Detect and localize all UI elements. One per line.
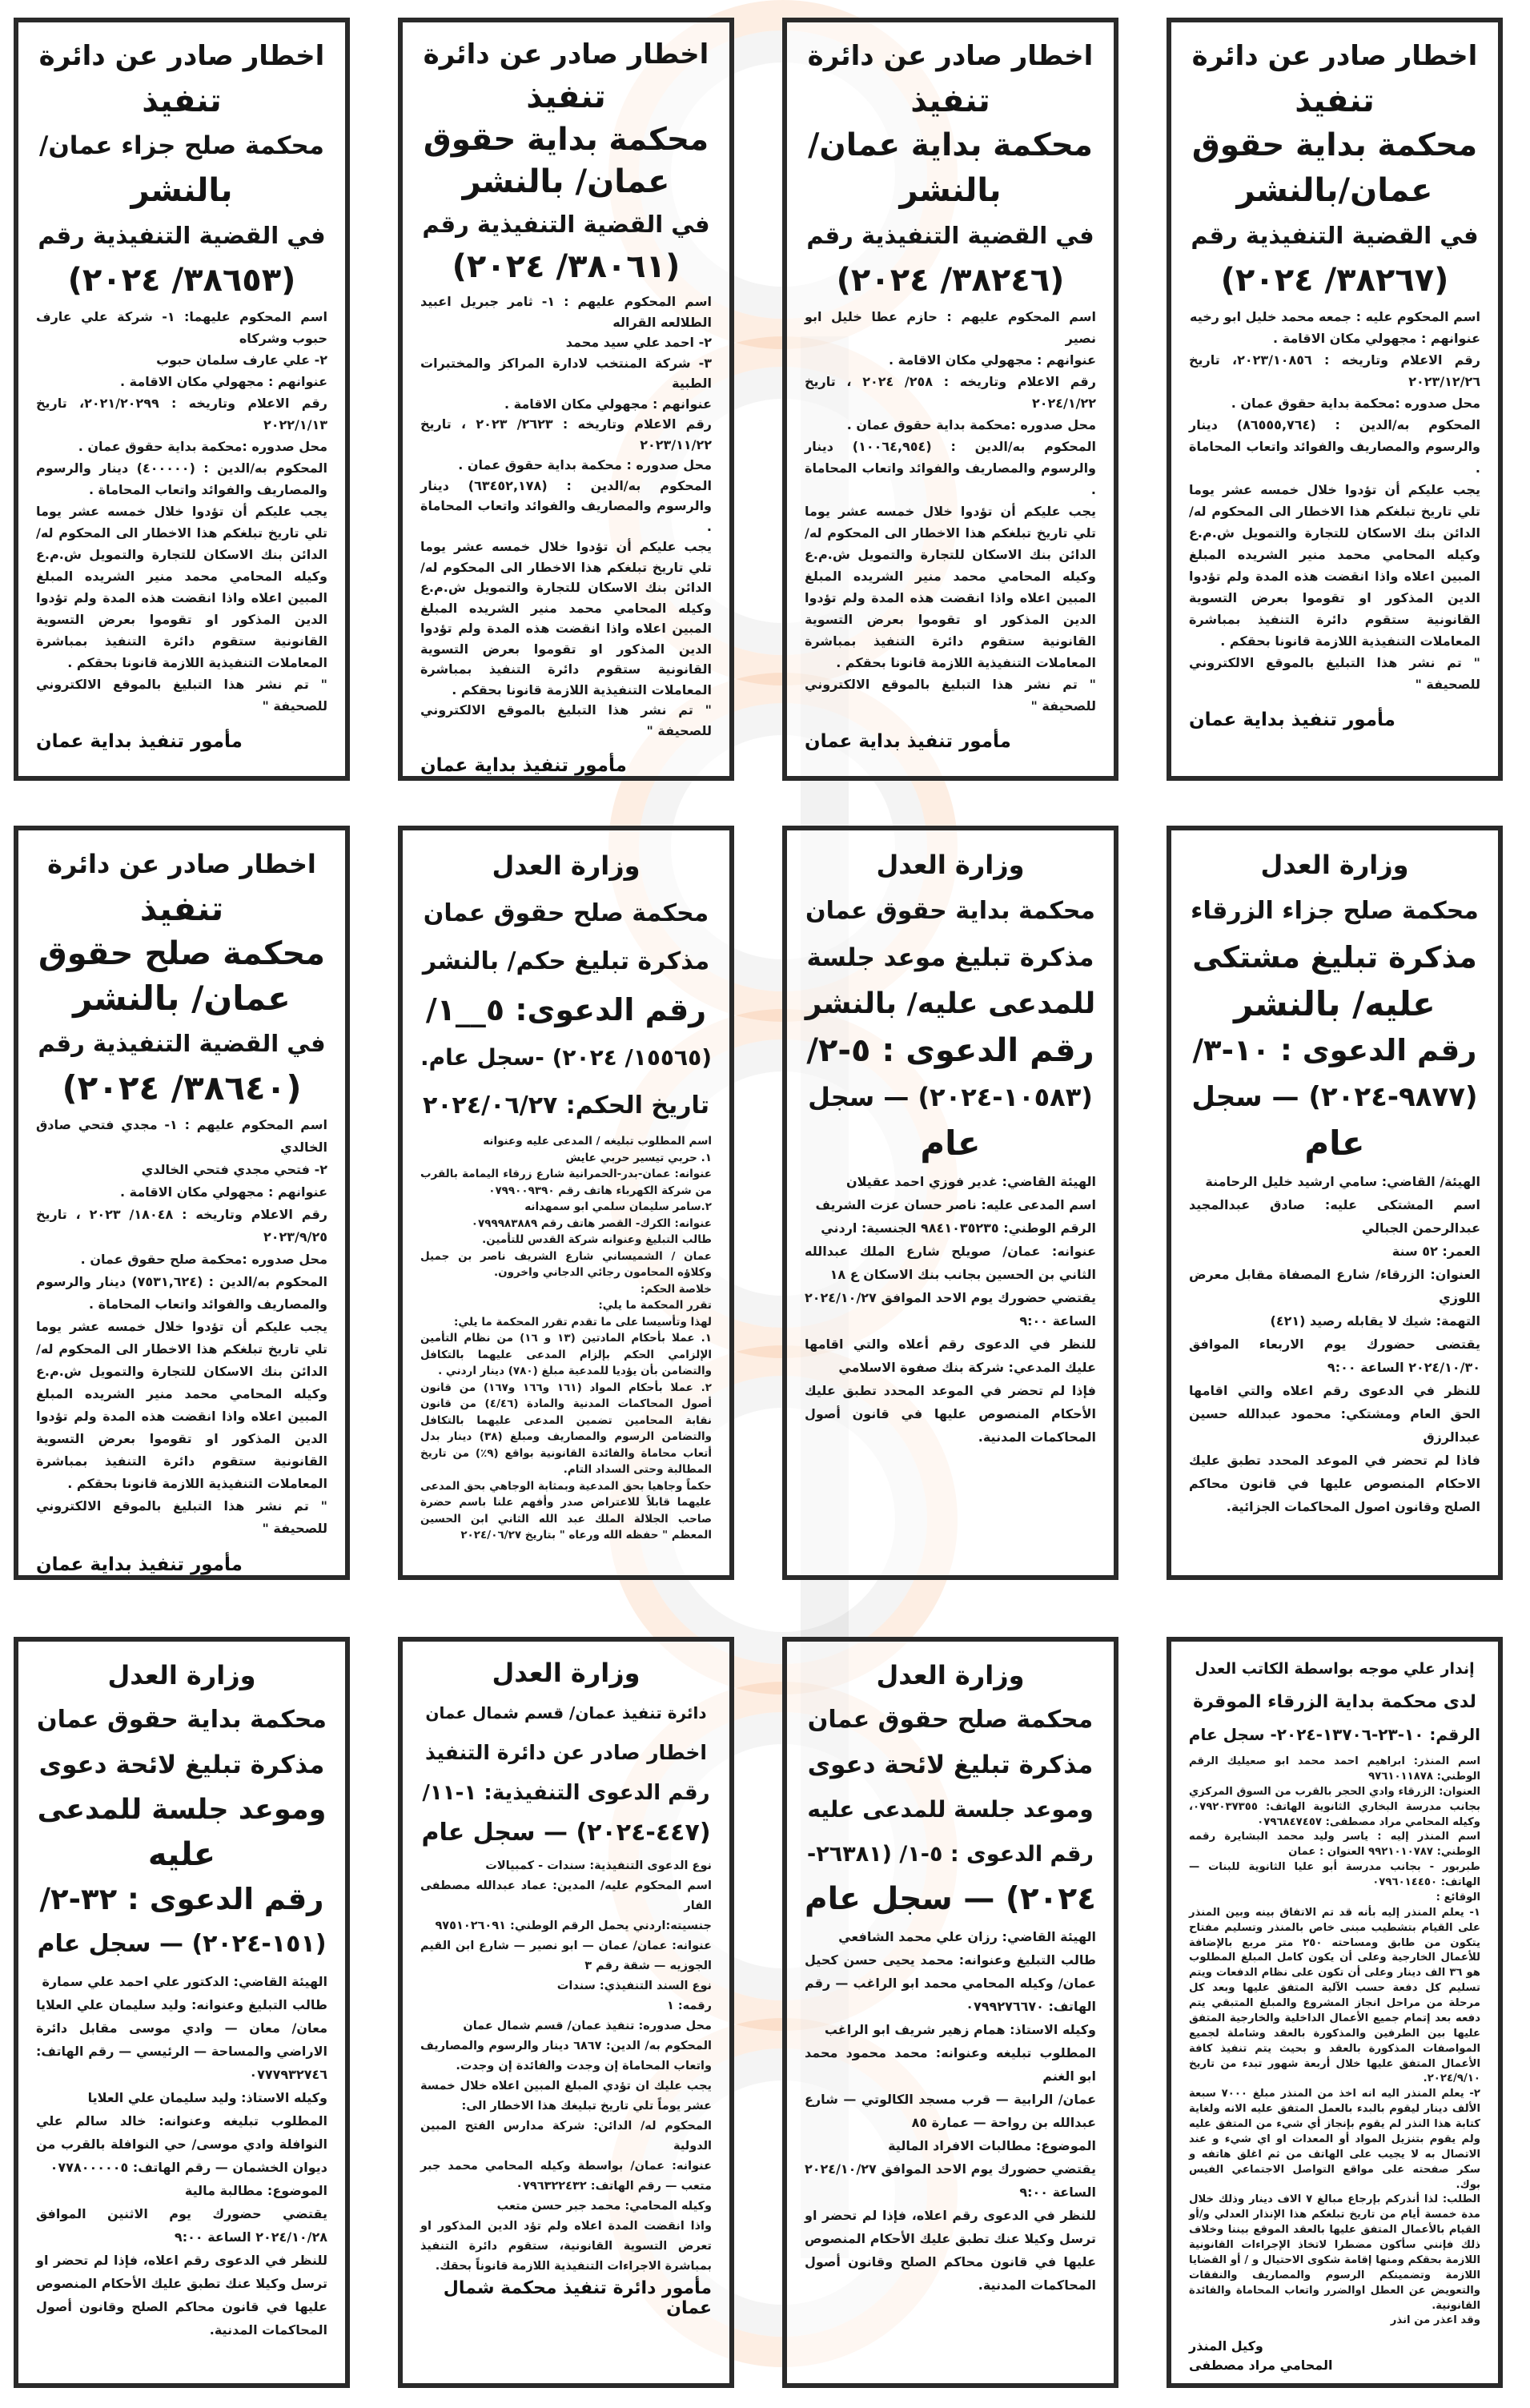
notice-paragraph: وكيله المحامي: محمد جبر حسن متعب xyxy=(496,2200,712,2213)
notice-paragraph: " تم نشر هذا التبليغ بالموقع الالكتروني للصحيفة " xyxy=(805,677,1096,714)
notice-heading xyxy=(1189,1653,1480,1751)
notice-heading-line: محكمة صلح حقوق عمان xyxy=(807,1706,1094,1734)
notice-heading-line: (٤٤٧-٢٠٢٤) — سجل عام xyxy=(421,1819,711,1847)
notice-paragraph: الهيئة/ القاضي: سامي ارشيد خليل الرحامنة xyxy=(1205,1174,1480,1189)
notice-heading-line: عام xyxy=(920,1124,981,1163)
notice-heading-line: رقم الدعوى التنفيذية: ١-١١/ xyxy=(422,1781,710,1805)
notice-paragraph: محل صدوره :محكمة صلح حقوق عمان . xyxy=(80,1252,327,1267)
notice-paragraph: نوع السند التنفيذي: سندات xyxy=(556,1980,712,1992)
notice-paragraph: عنوانه: عمان/ عمان — ابو نصير — شارع ابن القيم الجوزيه — شقة رقم ٣ xyxy=(420,1940,712,1972)
notice-paragraph: عنوانه: عمان/ صويلح شارع الملك عبدالله الثاني بن الحسين بجانب بنك الاسكان ع ١٨ xyxy=(805,1244,1096,1282)
notice-paragraph: العنوان: الزرقاء وادي الحجر بالقرب من السوق المركزي بجانب مدرسة البخاري الثانوية الهاتف: ٠٧٩٢٠٣٧٣٥٥، وكيله المحامي مراد مصطفى: ٠٧٩٦٨٤٧٤٥٧ xyxy=(1189,1785,1480,1828)
notice-paragraph: يقتضي حضورك يوم الاحد الموافق ٢٠٢٤/١٠/٢٧ الساعة ٩:٠٠ xyxy=(805,2161,1096,2200)
notice-paragraph: اسم المنذر إليه : ياسر وليد محمد البشايرة رقمه الوطني: ٩٩٢١٠١٠٧٨٧ العنوان : عمان xyxy=(1189,1831,1480,1859)
notice-paragraph: المحكوم به/الدين : (٦٣٤٥٢,١٧٨) دينار والرسوم والمصاريف والفوائد واتعاب المحاماة . xyxy=(420,477,712,534)
notice-paragraph: ٢- يعلم المنذر اليه انه اخذ من المنذر مبلغ ٧٠٠٠ سبعة الألف دينار ليقوم بالبدء بالعمل المتفق عليه الانه ولغاية كتابة هذا النذر لم يقوم بإنجاز أي شيء من المتفق عليه ولم يقوم بتنزيل المواد أو المعدات او اي شيء و عند الاتصال به لا يجيب على الهاتف من ثم اغلق هاتفه و سكر صفحته على مواقع التواصل الاجتماعي الفيس بوك. xyxy=(1189,2088,1480,2191)
notice-paragraph: المحكوم له/ الدائن: شركة مدارس الفتح المبين الدولية xyxy=(420,2120,712,2153)
notice-heading-line: تنفيذ xyxy=(142,82,222,119)
notice-heading-line: عمان/بالنشر xyxy=(1236,172,1433,209)
notice-paragraph: الهيئة القاضي: الدكتور علي احمد علي سمارة xyxy=(42,1974,327,1989)
notice-heading-line: اخطار صادر عن دائرة xyxy=(1191,40,1478,72)
notice-heading-line: اخطار صادر عن دائرة xyxy=(807,40,1094,72)
notice-signature: مأمور تنفيذ بداية عمان xyxy=(36,731,243,752)
notice-heading-line: وزارة العدل xyxy=(492,850,641,881)
notice-heading-line: محكمة بداية حقوق xyxy=(1191,127,1478,163)
notice-paragraph: ٣- شركة المنتخب لادارة المراكز والمختبرات الطبية xyxy=(420,355,712,391)
notice-paragraph: " تم نشر هذا التبليغ بالموقع الالكتروني للصحيفة " xyxy=(36,677,327,714)
notice-paragraph: اسم المحكوم عليه/ المدين: عماد عبدالله مصطفى الفار xyxy=(420,1879,712,1912)
notice-body xyxy=(36,1114,327,1540)
notice-heading-line: محكمة صلح حقوق عمان xyxy=(423,899,709,927)
notice-paragraph: يجب عليكم أن تؤدوا خلال خمسه عشر يوما تلي تاريخ تبلغكم هذا الاخطار الى المحكوم له/ الدائن بنك الاسكان للتجارة والتمويل ش.م.ع وكيله المحامي محمد منير الشريده المبلغ المبين اعلاه واذا انقضت هذه المدة ولم تؤدوا الدين المذكور او تقوموا بعرض التسوية القانونية ستقوم دائرة التنفيذ بمباشرة المعاملات التنفيذية اللازمة قانونا بحقكم . xyxy=(1189,482,1480,649)
notice-paragraph: الهيئة القاضي: غدير فوزي احمد عقيلان xyxy=(845,1174,1096,1189)
notice-heading-line: للمدعى عليه/ بالنشر xyxy=(805,987,1096,1020)
notice-body xyxy=(805,306,1096,717)
notice-heading-line: تنفيذ xyxy=(910,82,990,119)
notice-heading-line: رقم الدعوى : ٥-١/ (٢٦٣٨١- xyxy=(807,1842,1094,1867)
notice-paragraph: محل صدوره :محكمة بداية حقوق عمان . xyxy=(78,439,327,454)
legal-notice xyxy=(14,18,350,781)
notice-paragraph: اسم المحكوم عليهم : حازم عطا خليل ابو نصير xyxy=(805,309,1096,346)
notice-paragraph: الوقائع : xyxy=(1436,1891,1480,1903)
notice-paragraph: الهيئة القاضي: رزان علي محمد الشافعي xyxy=(838,1929,1096,1944)
notice-paragraph: فاذا لم تحضر في الموعد المحدد تطبق عليك الاحكام المنصوص عليها في قانون محاكم الصلح وقانون اصول المحاكمات الجزائية. xyxy=(1189,1453,1480,1514)
legal-notice xyxy=(782,1637,1118,2388)
notice-body xyxy=(1189,306,1480,695)
legal-notice xyxy=(1167,18,1503,781)
notice-heading-line: اخطار صادر عن دائرة xyxy=(47,849,316,879)
notice-heading-line: وزارة العدل xyxy=(492,1658,641,1688)
notice-body xyxy=(805,1170,1096,1449)
notice-paragraph: اسم المحكوم عليهما: ١- شركة علي عارف حبوب وشركاه xyxy=(36,309,327,346)
notice-signature: مأمور تنفيذ بداية عمان xyxy=(36,1554,243,1575)
notice-paragraph: عنوانهم : مجهولي مكان الاقامة . xyxy=(119,374,327,389)
notice-paragraph: وقد اعذر من انذر xyxy=(1390,2314,1480,2327)
notice-heading xyxy=(420,842,712,1130)
notice-paragraph: طبربور - بجانب مدرسة أبو عليا الثانوية للبنات — الهاتف: ٠٧٩٦٠١٤٤٥٠ xyxy=(1189,1861,1480,1888)
notice-paragraph: محل صدوره :محكمة بداية حقوق عمان . xyxy=(1231,396,1480,411)
notice-heading-line: في القضية التنفيذية رقم xyxy=(806,222,1094,249)
notice-heading-line: محكمة صلح حقوق xyxy=(38,935,326,972)
notice-paragraph: جنسيته:اردني يحمل الرقم الوطني: ٩٧٥١٠٢٦٠٩١ xyxy=(435,1920,712,1932)
notice-paragraph: واذا انقضت المدة اعلاه ولم تؤد الدين المذكور او تعرض التسوية القانونية، ستقوم دائرة التنفيذ بمباشرة الاجراءات التنفيذية اللازمة قانوناً بحقك. xyxy=(420,2220,712,2273)
notice-paragraph: عنوانه: الكرك- القصر هاتف رقم ٠٧٩٩٩٨٣٨٨٩ xyxy=(471,1216,712,1230)
notice-paragraph: خلاصة الحكم: xyxy=(640,1282,712,1296)
notice-paragraph: فإذا لم تحضر في الموعد المحدد تطبق عليك الأحكام المنصوص عليها في قانون أصول المحاكمات المدنية. xyxy=(805,1383,1096,1445)
notice-paragraph: طالب التبليغ وعنوانه: محمد يحيى حسن كحيل عمان/ وكيله المحامي محمد ابو الراغب — رقم الهاتف: ٠٧٩٩٢٧٦٦٧٠ xyxy=(805,1952,1096,2014)
notice-paragraph: يجب عليك ان تؤدي المبلغ المبين اعلاه خلال خمسة عشر يوماً تلي تاريخ تبليغك هذا الاخطار الى: xyxy=(420,2080,712,2113)
notice-paragraph: ١. عملا بأحكام المادتين (١٣ و ١٦) من نظام التأمين الإلزامي الحكم بإلزام المدعى عليهما بالتكافل والتضامن بأن يؤديا للمدعية مبلغ (٧٨٠) دينار اردني . xyxy=(420,1332,712,1377)
notice-body xyxy=(420,1856,712,2277)
notice-heading xyxy=(420,1653,712,1853)
notice-paragraph: ١. حربي تيسير حربي عايش xyxy=(565,1151,712,1164)
legal-notice xyxy=(398,1637,734,2388)
notice-heading-line: بالنشر xyxy=(899,172,1002,209)
notice-heading-line: مذكرة تبليغ موعد جلسة xyxy=(806,943,1094,972)
notice-heading-line: تنفيذ xyxy=(139,889,224,928)
legal-notice xyxy=(398,18,734,781)
notice-paragraph: المطلوب تبليغه وعنوانه: خالد سالم علي النوافلة وادي موسى/ حي النوافلة بالقرب من ديوان الخشمان — رقم الهاتف: ٠٧٧٨٠٠٠٠٠٥ xyxy=(36,2113,327,2175)
notice-paragraph: محل صدوره : محكمة بداية حقوق عمان . xyxy=(458,457,712,472)
notice-heading-line: وزارة العدل xyxy=(876,1660,1025,1690)
notice-paragraph: ٢- احمد علي سيد محمد xyxy=(565,335,712,350)
notice-paragraph: لهذا وتأسيسا على ما تقدم تقرر المحكمة ما يلي: xyxy=(453,1315,712,1329)
legal-notice xyxy=(14,826,350,1580)
notice-paragraph: ٢- علي عارف سلمان حبوب xyxy=(156,352,327,368)
notice-paragraph: العنوان: الزرقاء/ شارع المصفاة مقابل معرض اللوزي xyxy=(1189,1267,1480,1305)
notice-paragraph: الطلب: لذا أنذركم بإرجاع مبالغ ٧ الاف دينار وذلك خلال مدة خمسة أيام من تاريخ تبلغكم هذا الإنذار العدلي و/أو القيام بالأعمال المتفق عليها بالعقد الموقع بيننا وخلاف ذلك فإنني سأكون مضطرا لاتخاذ الإجراءات القانونية اللازمة بحقكم ومنها إقامة شكوى الاحتيال و / أو القضايا اللازمة وتضمينكم الرسوم والمصاريف والنفقات والتعويض عن العطل اوالضرر واتعاب المحاماة والفائدة القانونية. xyxy=(1189,2193,1480,2312)
notice-heading-line: (١٥١-٢٠٢٤) — سجل عام xyxy=(37,1930,327,1958)
notice-heading-line: وزارة العدل xyxy=(876,850,1025,880)
notice-heading-line: وزارة العدل xyxy=(1260,850,1409,880)
notice-heading-line: ٢٠٢٤) — سجل عام xyxy=(805,1881,1096,1917)
notice-paragraph: رقم الاعلام وتاريخه : ١٨٠٤٨/ ٢٠٢٣ ، تاريخ ٢٠٢٣/٩/٢٥ xyxy=(36,1207,328,1244)
notice-paragraph: رقم الاعلام وتاريخه : ٢٠٢١/٢٠٢٩٩، تاريخ ٢٠٢٢/١/١٣ xyxy=(36,396,327,432)
notice-paragraph: وكيله الاستاذ: همام زهير شريف ابو الراغب xyxy=(824,2022,1096,2037)
notice-paragraph: المطلوب تبليغه وعنوانه: محمد محمود محمد ابو الغنم xyxy=(805,2045,1096,2084)
notice-heading-line: تاريخ الحكم: ٢٠٢٤/٠٦/٢٧ xyxy=(422,1091,710,1120)
notice-paragraph: ٢. عملا بأحكام المواد (١٦١ و١٦٦ و١٦٧) من قانون أصول المحاكمات المدنية والمادة (٤/٤٦) من قانون نقابة المحامين تضمين المدعى عليهما بالتكافل والتضامن الرسوم والمصاريف ومبلغ (٣٨) دينار بدل أتعاب محاماة والفائدة القانونية بواقع (٩٪) من تاريخ المطالبة وحتى السداد التام. xyxy=(420,1381,712,1476)
notice-heading-line: عمان/ بالنشر xyxy=(73,979,291,1018)
notice-paragraph: يجب عليكم أن تؤدوا خلال خمسه عشر يوما تلي تاريخ تبلغكم هذا الاخطار الى المحكوم له/ الدائن بنك الاسكان للتجارة والتمويل ش.م.ع وكيله المحامي محمد منير الشريده المبلغ المبين اعلاه واذا انقضت هذه المدة ولم تؤدوا الدين المذكور او تقوموا بعرض التسوية القانونية ستقوم دائرة التنفيذ بمباشرة المعاملات التنفيذية اللازمة قانونا بحقكم . xyxy=(420,539,712,697)
notice-heading-line: مذكرة تبليغ مشتكى xyxy=(1192,940,1477,975)
notice-heading-line: بالنشر xyxy=(131,172,233,209)
notice-heading-line: في القضية التنفيذية رقم xyxy=(1191,222,1479,249)
notice-paragraph: عنوانهم : مجهولي مكان الاقامة . xyxy=(888,352,1096,368)
notice-heading-line: وموعد جلسة للمدعى عليه xyxy=(807,1796,1094,1823)
notice-heading xyxy=(805,34,1096,303)
notice-heading xyxy=(805,842,1096,1167)
legal-notice xyxy=(1167,1637,1503,2388)
notice-heading-line: رقم الدعوى: ٥__١/ xyxy=(425,992,707,1027)
notice-heading-line: تنفيذ xyxy=(1295,82,1375,119)
notice-paragraph: المحكوم به/الدين : (٨٦٥٥٥,٧٦٤) دينار والرسوم والمصاريف والفوائد واتعاب المحاماة . xyxy=(1189,417,1480,476)
notice-heading-line: مذكرة تبليغ حكم/ بالنشر xyxy=(422,947,710,975)
notice-heading-line: عام xyxy=(1304,1124,1365,1163)
notice-heading-line: (٩٨٧٧-٢٠٢٤) — سجل xyxy=(1191,1081,1478,1113)
notice-heading xyxy=(36,34,327,303)
notice-heading-line: وزارة العدل xyxy=(107,1660,256,1690)
notice-heading-line: اخطار صادر عن دائرة xyxy=(423,38,709,70)
notice-heading-line: محكمة بداية حقوق xyxy=(423,122,709,158)
notice-heading-line: (٣٨٦٥٣/ ٢٠٢٤) xyxy=(67,262,296,299)
notice-paragraph: محل صدوره: تنفيذ عمان/ قسم شمال عمان xyxy=(463,2020,712,2032)
notice-paragraph: رقم الاعلام وتاريخه : ٢٦٢٣/ ٢٠٢٣ ، تاريخ ٢٠٢٣/١١/٢٢ xyxy=(420,416,713,452)
notice-paragraph: للنظر في الدعوى رقم اعلاه، فإذا لم تحضر او ترسل وكيلا عنك تطبق عليك الأحكام المنصوص عليها في قانون محاكم الصلح وقانون أصول المحاكمات المدنية. xyxy=(36,2253,327,2338)
notice-paragraph: اسم المنذر: ابراهيم احمد محمد ابو صعيليك الرقم الوطني: ٩٧٦١٠١١٨٧٨ xyxy=(1189,1755,1480,1783)
notice-paragraph: للنظر في الدعوى رقم اعلاه، فإذا لم تحضر او ترسل وكيلا عنك تطبق عليك الأحكام المنصوص عليها في قانون محاكم الصلح وقانون أصول المحاكمات المدنية. xyxy=(805,2208,1096,2293)
notice-paragraph: ١- يعلم المنذر إليه بأنه قد تم الاتفاق بينه وبين المنذر على القيام بتشطيب مبنى خاص بالمنذر وتسليم مفتاح يتكون من طابق ومساحته ٢٥٠ متر مربع بالإضافة للأعمال الخارجية وعلى أن يكون كامل المبلغ المطلوب هو ٣٦ الف دينار وعلى أن تكون على نظام الدفعات ويتم تسليم كل دفعة حسب الآلية المتفق عليها وبعد كل مرحلة من مراحل انجاز المشروع والمبلغ المتبقي يتم دفعه بعد إتمام جميع الأعمال الداخلية والخارجية المتفق عليها بين الطرفين والمذكورة بالعقد وشاملة لجميع المواصفات المذكورة بالعقد و بحيث يتم تنفيذ كافة الأعمال المتفق عليها خلال أربعة شهور تبدء من تاريخ ٢٠٢٤/٩/١٠. xyxy=(1189,1906,1480,2085)
notice-signature: مأمور تنفيذ بداية عمان xyxy=(420,755,627,776)
notice-heading-line: رقم الدعوى : ١٠-٣/ xyxy=(1192,1033,1477,1067)
notice-paragraph: المحكوم به/الدين : (٧٥٣١,٦٢٤) دينار والرسوم والمصاريف والفوائد واتعاب المحاماة . xyxy=(36,1274,327,1312)
notice-heading-line: مذكرة تبليغ لائحة دعوى xyxy=(807,1751,1094,1779)
notice-body xyxy=(420,291,712,741)
notice-heading-line: في القضية التنفيذية رقم xyxy=(38,1030,326,1057)
notice-paragraph: اسم المحكوم عليه : جمعه محمد خليل ابو رخيه xyxy=(1189,309,1480,324)
notice-heading-line: رقم الدعوى : ٥-٢/ xyxy=(806,1032,1094,1069)
notice-heading-line: (٣٨٠٦١/ ٢٠٢٤) xyxy=(452,248,681,285)
notice-paragraph: رقم الاعلام وتاريخه : ٢٠٢٣/١٠٨٥٦، تاريخ ٢٠٢٣/١٢/٢٦ xyxy=(1189,352,1480,389)
notice-paragraph: طالب التبليغ وعنوانه: وليد سليمان علي العلايا معان/ معان — وادي موسى مقابل دائرة الاراضي والمساحة — الرئيسي — رقم الهاتف: ٠٧٧٧٩٣٢٧٤٦ xyxy=(36,1997,327,2082)
legal-notice xyxy=(14,1637,350,2388)
notice-paragraph: يجب عليكم أن تؤدوا خلال خمسه عشر يوما تلي تاريخ تبلغكم هذا الاخطار الى المحكوم له/ الدائن بنك الاسكان للتجارة والتمويل ش.م.ع وكيله المحامي محمد منير الشريده المبلغ المبين اعلاه واذا انقضت هذه المدة ولم تؤدوا الدين المذكور او تقوموا بعرض التسوية القانونية ستقوم دائرة التنفيذ بمباشرة المعاملات التنفيذية اللازمة قانونا بحقكم . xyxy=(805,504,1096,670)
notice-signature: مأمور تنفيذ بداية عمان xyxy=(805,731,1011,752)
notice-heading-line: لدى محكمة بداية الزرقاء الموقرة xyxy=(1193,1692,1476,1712)
notice-heading-line: وموعد جلسة للمدعى xyxy=(37,1794,327,1826)
notice-heading-line: دائرة تنفيذ عمان/ قسم شمال عمان xyxy=(425,1703,707,1723)
notice-paragraph: يقتضي حضورك يوم الاحد الموافق ٢٠٢٤/١٠/٢٧ الساعة ٩:٠٠ xyxy=(805,1290,1096,1329)
notice-heading-line: (٣٨٢٦٧/ ٢٠٢٤) xyxy=(1220,262,1449,299)
notice-paragraph: محل صدوره :محكمة بداية حقوق عمان . xyxy=(846,417,1096,432)
notice-heading xyxy=(1189,842,1480,1167)
notice-paragraph: وكيله الاستاذ: وليد سليمان علي العلايا xyxy=(87,2090,327,2105)
notice-paragraph: تقرر المحكمة ما يلي: xyxy=(598,1299,712,1312)
notice-paragraph: للنظر في الدعوى رقم أعلاه والتي اقامها عليك المدعي: شركة بنك صفوة الاسلامي xyxy=(805,1337,1096,1375)
notice-heading-line: اخطار صادر عن دائرة التنفيذ xyxy=(425,1741,707,1764)
notice-paragraph: رقم الاعلام وتاريخه : ٢٥٨/ ٢٠٢٤ ، تاريخ ٢٠٢٤/١/٢٢ xyxy=(805,374,1096,411)
notice-paragraph: ٢.سامر سليمان سلمي ابو سمهدانه xyxy=(524,1200,712,1213)
notice-paragraph: اسم المحكوم عليهم : ١- مجدي فتحي صادق الخالدي xyxy=(36,1117,328,1155)
notice-heading-line: في القضية التنفيذية رقم xyxy=(422,211,710,238)
notice-heading-line: إندار علي موجه بواسطة الكاتب العدل xyxy=(1195,1660,1475,1678)
notice-paragraph: " تم نشر هذا التبليغ بالموقع الالكتروني للصحيفة " xyxy=(1189,655,1480,692)
notice-heading-line: (١٥٥٦٥/ ٢٠٢٤) -سجل عام. xyxy=(420,1044,712,1071)
legal-notice xyxy=(1167,826,1503,1580)
notice-paragraph: عمان / الشميساني شارع الشريف ناصر بن جميل وكلاؤه المحامون رجائي الدجاني واخرون. xyxy=(420,1249,712,1279)
notice-signature: مأمور تنفيذ بداية عمان xyxy=(1189,710,1395,730)
notice-heading-line: محكمة بداية حقوق عمان xyxy=(37,1706,327,1734)
notice-body xyxy=(1189,1170,1480,1518)
notice-paragraph: ٢- فتحي مجدي فتحي الخالدي xyxy=(141,1162,327,1177)
notice-paragraph: رقمه: ١ xyxy=(666,2000,712,2012)
notice-heading-line: محكمة صلح جزاء عمان/ xyxy=(39,131,324,160)
notice-signature: مأمور دائرة تنفيذ محكمة شمال عمان xyxy=(443,2278,712,2318)
notice-body xyxy=(805,1925,1096,2297)
notice-body xyxy=(36,1970,327,2342)
notice-paragraph: اسم المدعى عليه: ناصر حسان عزت الشريف xyxy=(815,1197,1096,1212)
notice-body xyxy=(420,1133,712,1544)
notice-paragraph: عنوانهم : مجهولي مكان الاقامة . xyxy=(119,1184,327,1200)
notice-signature: وكيل المنذر xyxy=(1189,2338,1263,2354)
notice-signature: المحامي مراد مصطفى xyxy=(1189,2358,1333,2374)
notice-paragraph: عنوانه: عمان-بدر-الحمرانية شارع زرقاء اليمامة بالقرب من شركة الكهرباء هاتف رقم ٠٧٩٩٠٠٩٣٩٠ xyxy=(420,1168,712,1197)
notice-heading-line: (٣٨٦٤٠/ ٢٠٢٤) xyxy=(62,1068,302,1108)
notice-paragraph: المحكوم به/ الدين: ٦٨٦٧ دينار والرسوم والمصاريف واتعاب المحاماة إن وجدت والفائدة إن وجدت. xyxy=(420,2040,713,2072)
notice-paragraph: " تم نشر هذا التبليغ بالموقع الالكتروني للصحيفة " xyxy=(420,702,712,738)
notice-paragraph: نوع الدعوى التنفيذية: سندات - كمبيالات xyxy=(485,1859,712,1872)
notice-paragraph: الموضوع: مطالبة مالية xyxy=(184,2183,327,2198)
notice-heading-line: محكمة بداية حقوق عمان xyxy=(805,897,1095,925)
notice-paragraph: يقتضي حضورك يوم الاثنين الموافق ٢٠٢٤/١٠/٢٨ الساعة ٩:٠٠ xyxy=(36,2206,327,2245)
notice-heading-line: في القضية التنفيذية رقم xyxy=(38,222,326,249)
notice-body xyxy=(1189,1755,1480,2329)
notice-paragraph: اسم المطلوب تبليغه / المدعى عليه وعنوانه xyxy=(483,1135,712,1148)
notice-paragraph: اسم المحكوم عليهم : ١- ثامر جبريل اعبيد الطلالعه القراله xyxy=(420,294,712,330)
notice-heading xyxy=(36,842,327,1111)
notice-paragraph: الرقم الوطني: ٩٨٤١٠٣٥٢٣٥ الجنسية: اردني xyxy=(821,1220,1096,1236)
notice-paragraph: عنوانهم : مجهولي مكان الاقامة . xyxy=(1272,331,1480,346)
notice-heading-line: محكمة صلح جزاء الزرقاء xyxy=(1191,897,1479,925)
notice-paragraph: يجب عليكم أن تؤدوا خلال خمسه عشر يوما تلي تاريخ تبلغكم هذا الاخطار الى المحكوم له/ الدائن بنك الاسكان للتجارة والتمويل ش.م.ع وكيله المحامي محمد منير الشريده المبلغ المبين اعلاه واذا انقضت هذه المدة ولم تؤدوا الدين المذكور او تقوموا بعرض التسوية القانونية ستقوم دائرة التنفيذ بمباشرة المعاملات التنفيذية اللازمة قانونا بحقكم . xyxy=(36,1319,327,1491)
notice-heading-line: عليه xyxy=(147,1836,216,1873)
notice-heading xyxy=(1189,34,1480,303)
notice-paragraph: يجب عليكم أن تؤدوا خلال خمسه عشر يوما تلي تاريخ تبلغكم هذا الاخطار الى المحكوم له/ الدائن بنك الاسكان للتجارة والتمويل ش.م.ع وكيله المحامي محمد منير الشريده المبلغ المبين اعلاه واذا انقضت هذه المدة ولم تؤدوا الدين المذكور او تقوموا بعرض التسوية القانونية ستقوم دائرة التنفيذ بمباشرة المعاملات التنفيذية اللازمة قانونا بحقكم . xyxy=(36,504,327,670)
notice-paragraph: حكماً وجاهيا بحق المدعية وبمثابة الوجاهي بحق المدعى عليهما قابلاً للاعتراض صدر وأفهم علنا باسم حضرة صاحب الجلالة الملك عبد الله الثاني ابن الحسين المعظم " حفظه الله ورعاه " بتاريخ ٢٠٢٤/٠٦/٢٧ xyxy=(420,1479,712,1542)
notice-paragraph: التهمة: شيك لا يقابله رصيد (٤٢١) xyxy=(1270,1313,1480,1329)
notice-paragraph: للنظر في الدعوى رقم اعلاه والتي اقامها الحق العام ومشتكي: محمود عبدالله حسين عبدالرزق xyxy=(1189,1383,1480,1445)
notice-heading-line: (٣٨٢٤٦/ ٢٠٢٤) xyxy=(836,262,1065,299)
notice-heading-line: عليه/ بالنشر xyxy=(1234,984,1436,1023)
notice-heading-line: تنفيذ xyxy=(526,78,606,115)
notice-heading-line: مذكرة تبليغ لائحة دعوى xyxy=(38,1751,325,1779)
notice-paragraph: الموضوع: مطالبات الافراد المالية xyxy=(888,2138,1096,2153)
notice-heading xyxy=(420,34,712,288)
notice-heading xyxy=(805,1653,1096,1922)
legal-notice xyxy=(782,18,1118,781)
notice-heading-line: (١٠٥٨٣-٢٠٢٤) — سجل xyxy=(808,1082,1093,1112)
notice-body xyxy=(36,306,327,717)
notice-heading-line: رقم الدعوى : ٣٢-٢/ xyxy=(39,1882,324,1916)
legal-notice xyxy=(398,826,734,1580)
notice-paragraph: عنوانهم : مجهولي مكان الاقامة . xyxy=(504,396,712,412)
notice-paragraph: يقتضى حضورك يوم الاربعاء الموافق ٢٠٢٤/١٠/٣٠ الساعة ٩:٠٠ xyxy=(1189,1337,1480,1375)
notice-paragraph: اسم المشتكى عليه: صادق عبدالمجيد عبدالرحمن الجبالي xyxy=(1189,1197,1480,1236)
legal-notice xyxy=(782,826,1118,1580)
notice-heading-line: اخطار صادر عن دائرة xyxy=(38,40,325,72)
notice-paragraph: المحكوم به/الدين : (٤٠٠٠٠٠) دينار والرسوم والمصاريف والفوائد واتعاب المحاماة . xyxy=(36,460,327,497)
notice-paragraph: عنوانه: عمان/ بواسطة وكيله المحامي محمد جبر متعب — رقم الهاتف: ٠٧٩٦٣٢٢٤٣٢ xyxy=(420,2160,712,2193)
notice-heading xyxy=(36,1653,327,1967)
notice-paragraph: " تم نشر هذا التبليغ بالموقع الالكتروني للصحيفة " xyxy=(36,1498,327,1536)
notice-paragraph: العمر: ٥٢ سنة xyxy=(1391,1244,1480,1259)
notice-heading-line: عمان/ بالنشر xyxy=(462,163,670,200)
notice-paragraph: المحكوم به/الدين : (١٠٠٦٤,٩٥٤) دينار والرسوم والمصاريف والفوائد واتعاب المحاماة . xyxy=(805,439,1096,497)
notice-heading-line: الرقم: ١٠-٢٣-١٣٧٠٦-٢٠٢٤- سجل عام xyxy=(1188,1725,1480,1744)
notice-heading-line: محكمة بداية عمان/ xyxy=(808,127,1093,163)
notice-paragraph: عمان/ الرابية — قرب مسجد الكالوتي — شارع عبدالله بن رواحة — عمارة ٨٥ xyxy=(805,2092,1096,2130)
notice-paragraph: طالب التبليغ وعنوانه شركة القدس للتأمين. xyxy=(482,1233,712,1246)
